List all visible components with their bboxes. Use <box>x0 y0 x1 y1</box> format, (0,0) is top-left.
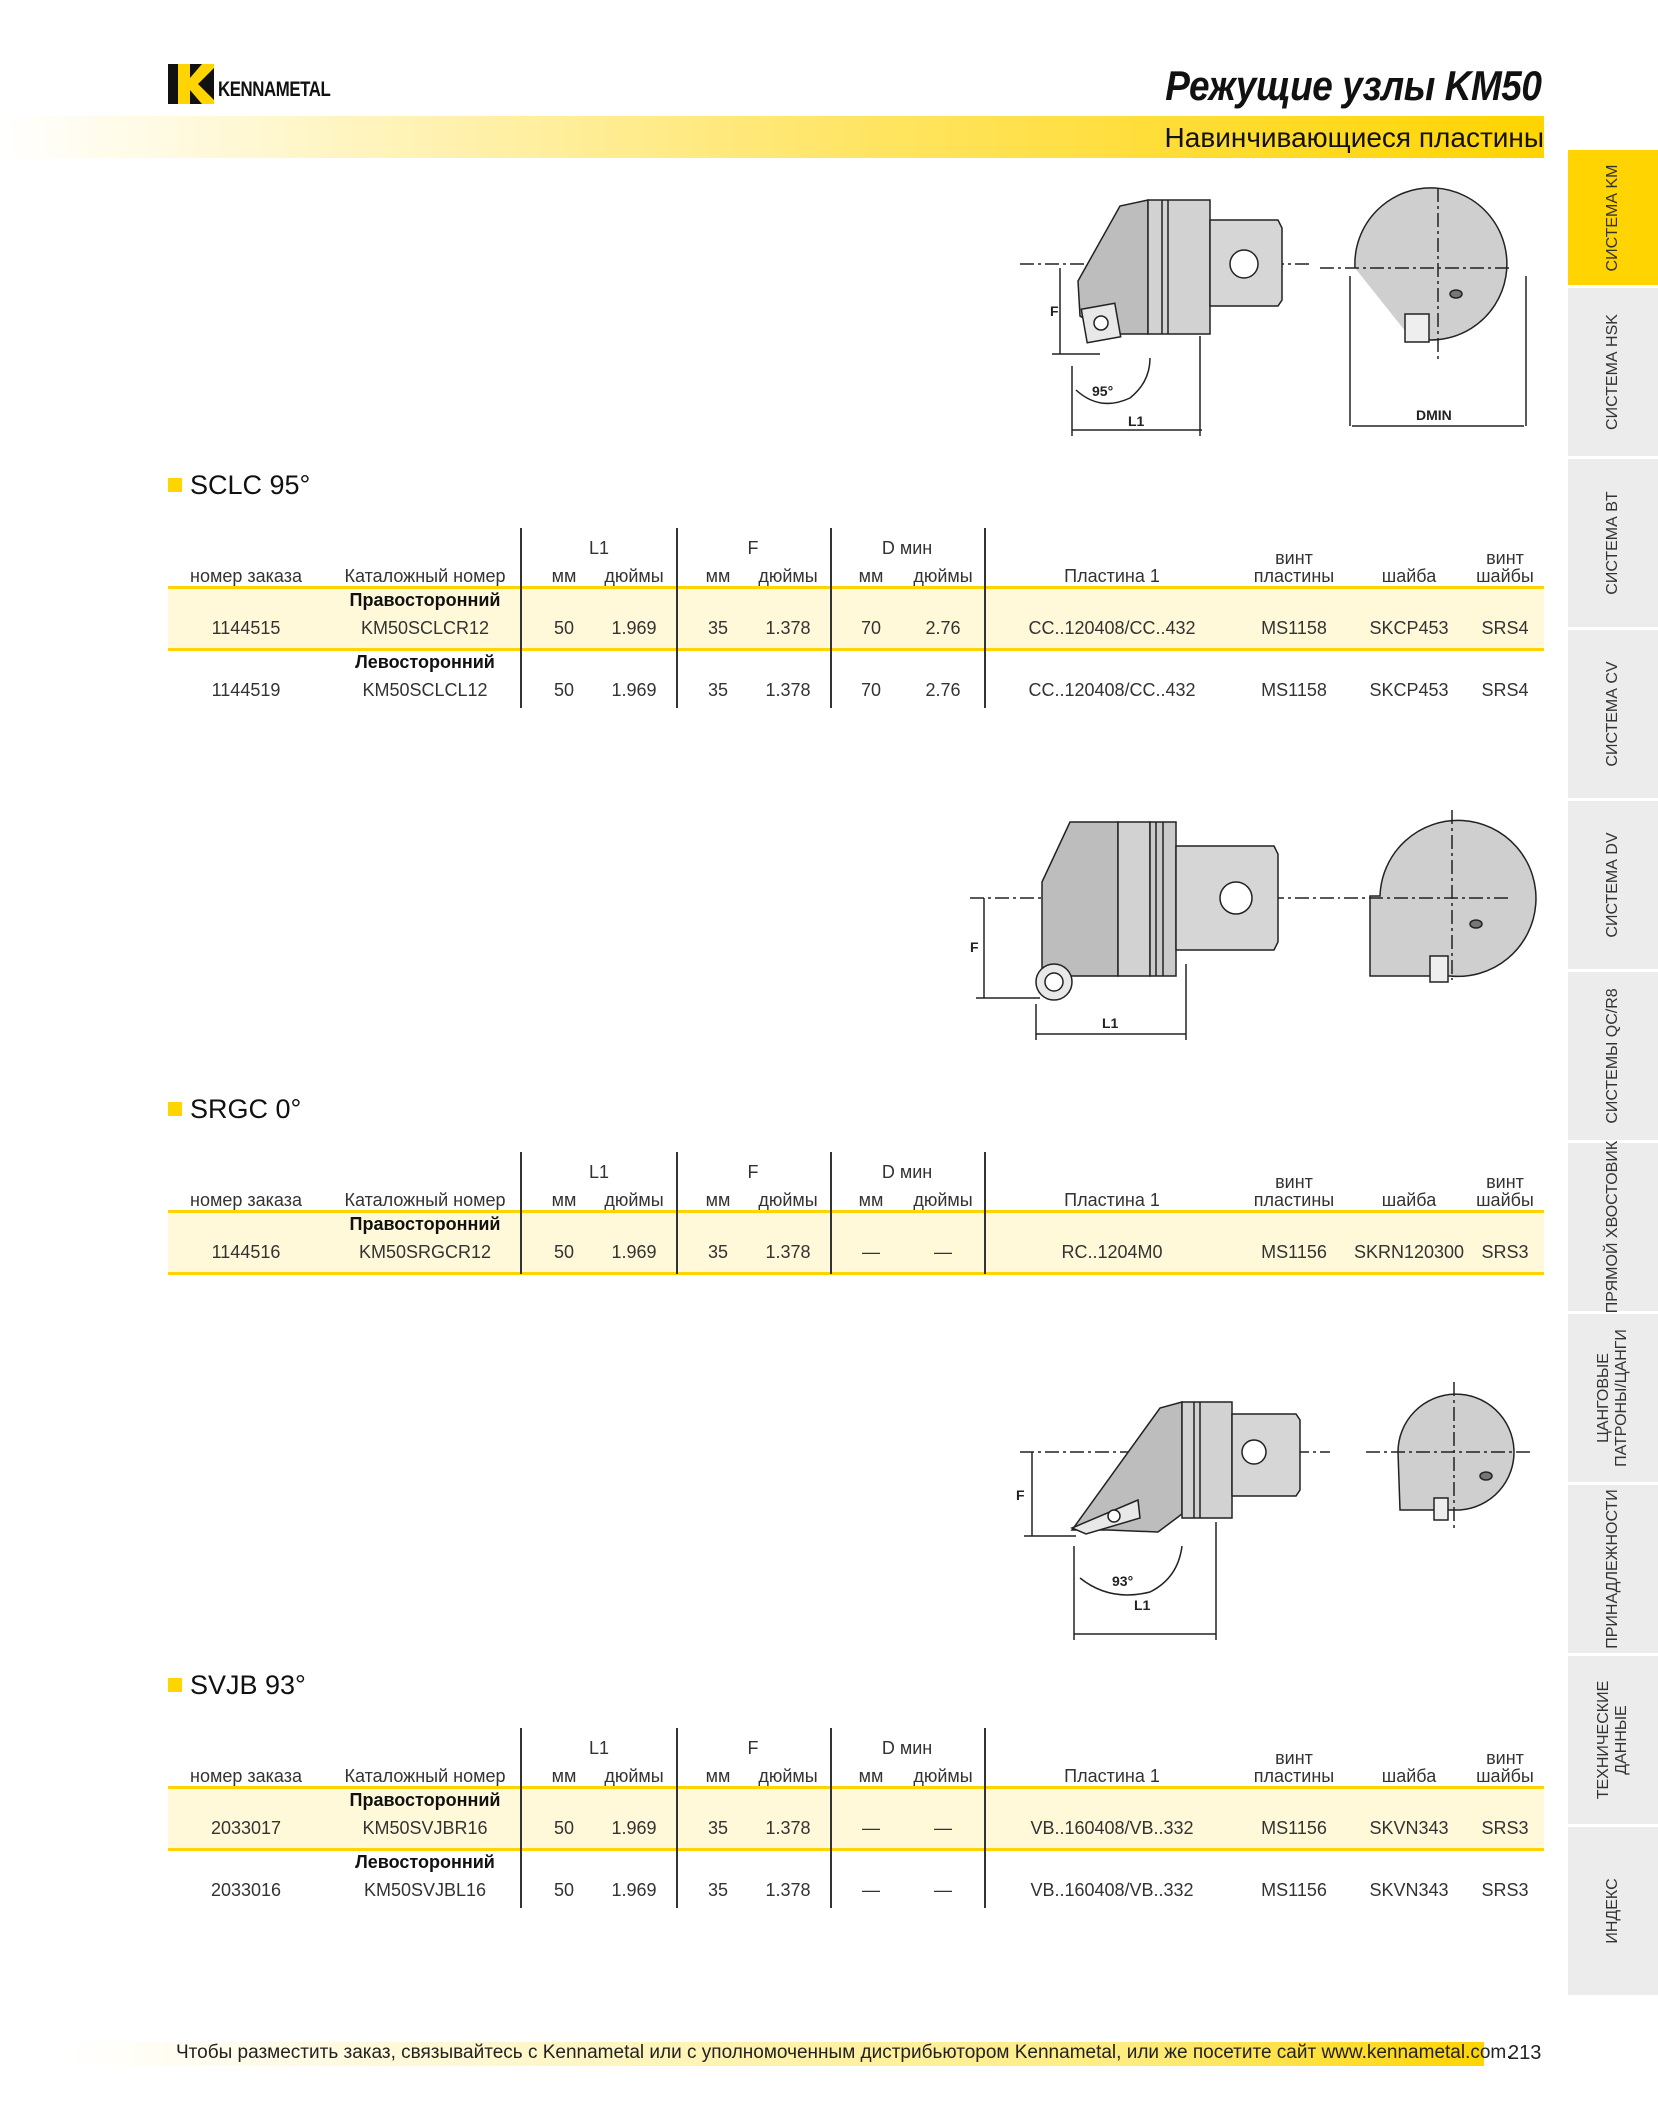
cell-d-mm: 70 <box>860 618 882 638</box>
cell-l1-mm: 50 <box>553 1818 575 1838</box>
header-shim: шайба <box>1381 566 1437 586</box>
tab-cv-system[interactable] <box>1568 630 1658 801</box>
cell-d-in: 2.76 <box>925 680 961 700</box>
svjb-drawing <box>1010 1380 1540 1640</box>
tab-label: СИСТЕМА DV <box>1604 832 1621 938</box>
yellow-square-icon <box>168 1678 182 1692</box>
row-side-label: Левосторонний <box>355 652 495 672</box>
header-inch: дюймы <box>758 1766 818 1786</box>
cell-order: 2033016 <box>210 1880 282 1900</box>
cell-shim: SKCP453 <box>1369 680 1449 700</box>
header-order-no: номер заказа <box>190 566 302 586</box>
header-mm: мм <box>858 1766 884 1786</box>
tab-collet-chucks[interactable] <box>1568 1314 1658 1485</box>
tab-label: СИСТЕМА KM <box>1604 164 1621 271</box>
tab-accessories[interactable] <box>1568 1485 1658 1656</box>
sclc-dmin-label: DMIN <box>1416 407 1452 423</box>
header-shim: шайба <box>1381 1190 1437 1210</box>
cell-d-mm: — <box>862 1242 880 1262</box>
cell-l1-in: 1.969 <box>611 1242 657 1262</box>
header-dmin: D мин <box>881 1162 933 1182</box>
header-l1: L1 <box>588 1738 610 1758</box>
tab-label: СИСТЕМА CV <box>1604 661 1621 767</box>
header-inch: дюймы <box>913 1190 973 1210</box>
cell-screw: MS1156 <box>1261 1242 1327 1262</box>
section-title-sclc <box>168 470 310 501</box>
cell-catalog: KM50SCLCL12 <box>362 680 488 700</box>
tab-km-system[interactable] <box>1568 150 1658 288</box>
tab-index[interactable] <box>1568 1827 1658 1998</box>
tab-label: ПРЯМОЙ ХВОСТОВИК <box>1604 1140 1621 1314</box>
footer-text: Чтобы разместить заказ, связывайтесь с Kennametal или с уполномоченным дистрибьютором Kennametal, или же посетите сайт www.kennametal.com. <box>176 2042 1512 2063</box>
header-catalog-no: Каталожный номер <box>344 566 506 586</box>
cell-shim-screw: SRS4 <box>1481 618 1529 638</box>
cell-insert: RC..1204M0 <box>1061 1242 1163 1262</box>
row-side-label: Левосторонний <box>355 1852 495 1872</box>
tab-label: ТЕХНИЧЕСКИЕ ДАННЫЕ <box>1595 1680 1630 1800</box>
cell-f-mm: 35 <box>707 1880 729 1900</box>
header-dmin: D мин <box>881 1738 933 1758</box>
header-f: F <box>747 538 759 558</box>
cell-d-mm: — <box>862 1880 880 1900</box>
cell-catalog: KM50SVJBR16 <box>362 1818 488 1838</box>
cell-d-mm: 70 <box>860 680 882 700</box>
table-divider <box>168 1272 1544 1275</box>
tab-label: ЦАНГОВЫЕ ПАТРОНЫ/ЦАНГИ <box>1595 1329 1630 1467</box>
cell-insert: VB..160408/VB..332 <box>1030 1818 1194 1838</box>
header-dmin: D мин <box>881 538 933 558</box>
cell-d-in: — <box>934 1242 952 1262</box>
cell-shim: SKCP453 <box>1369 618 1449 638</box>
sclc-angle-label: 95° <box>1092 383 1114 399</box>
header-mm: мм <box>705 566 731 586</box>
cell-d-in: — <box>934 1818 952 1838</box>
header-order-no: номер заказа <box>190 1766 302 1786</box>
header-f: F <box>747 1738 759 1758</box>
header-mm: мм <box>858 1190 884 1210</box>
cell-shim: SKRN120300 <box>1353 1242 1465 1262</box>
header-inch: дюймы <box>758 566 818 586</box>
header-inch: дюймы <box>604 1766 664 1786</box>
page-title: Режущие узлы KM50 <box>1165 62 1542 109</box>
header-inch: дюймы <box>913 566 973 586</box>
cell-catalog: KM50SCLCR12 <box>360 618 490 638</box>
header-shim-screw: шайбы <box>1476 566 1534 586</box>
header-screw: винт <box>1275 1172 1313 1192</box>
cell-f-mm: 35 <box>707 618 729 638</box>
header-insert: Пластина 1 <box>1064 1190 1160 1210</box>
header-mm: мм <box>705 1766 731 1786</box>
cell-shim-screw: SRS3 <box>1481 1880 1529 1900</box>
tab-label: СИСТЕМЫ QC/R8 <box>1604 988 1621 1124</box>
header-catalog-no: Каталожный номер <box>344 1190 506 1210</box>
header-screw: пластины <box>1253 1766 1335 1786</box>
header-l1: L1 <box>588 538 610 558</box>
row-side-label: Правосторонний <box>349 590 501 610</box>
header-shim: шайба <box>1381 1766 1437 1786</box>
cell-l1-in: 1.969 <box>611 1880 657 1900</box>
header-shim-screw: шайбы <box>1476 1190 1534 1210</box>
cell-shim-screw: SRS4 <box>1481 680 1529 700</box>
header-catalog-no: Каталожный номер <box>344 1766 506 1786</box>
sclc-f-label: F <box>1050 303 1059 319</box>
header-mm: мм <box>551 1190 577 1210</box>
section-title-text: SVJB 93° <box>190 1670 306 1700</box>
header-inch: дюймы <box>604 566 664 586</box>
svjb-table <box>168 1728 1544 1908</box>
cell-d-in: 2.76 <box>925 618 961 638</box>
cell-insert: CC..120408/CC..432 <box>1028 618 1196 638</box>
cell-shim-screw: SRS3 <box>1481 1818 1529 1838</box>
tab-label: СИСТЕМА BT <box>1604 491 1621 595</box>
srgc-drawing <box>960 808 1540 1048</box>
svjb-f-label: F <box>1016 1487 1025 1503</box>
header-f: F <box>747 1162 759 1182</box>
cell-screw: MS1158 <box>1261 618 1327 638</box>
row-side-label: Правосторонний <box>349 1790 501 1810</box>
header-insert: Пластина 1 <box>1064 566 1160 586</box>
tab-straight-shank[interactable] <box>1568 1140 1658 1314</box>
cell-shim: SKVN343 <box>1369 1880 1449 1900</box>
tab-dv-system[interactable] <box>1568 801 1658 972</box>
header-order-no: номер заказа <box>190 1190 302 1210</box>
cell-order: 1144516 <box>211 1242 281 1262</box>
sclc-drawing <box>1020 186 1540 446</box>
section-title-text: SCLC 95° <box>190 470 311 500</box>
cell-l1-mm: 50 <box>553 1242 575 1262</box>
kennametal-logo <box>168 64 368 104</box>
cell-f-in: 1.378 <box>765 618 811 638</box>
svjb-l1-label: L1 <box>1134 1597 1151 1613</box>
cell-insert: VB..160408/VB..332 <box>1030 1880 1194 1900</box>
cell-catalog: KM50SVJBL16 <box>363 1880 487 1900</box>
table-divider <box>168 1848 1544 1851</box>
section-title-text: SRGC 0° <box>190 1094 302 1124</box>
header-screw: винт <box>1275 1748 1313 1768</box>
svjb-angle-label: 93° <box>1112 1573 1134 1589</box>
tab-label: ИНДЕКС <box>1604 1878 1621 1944</box>
cell-l1-mm: 50 <box>553 680 575 700</box>
srgc-f-label: F <box>970 939 979 955</box>
cell-insert: CC..120408/CC..432 <box>1028 680 1196 700</box>
cell-l1-in: 1.969 <box>611 680 657 700</box>
srgc-l1-label: L1 <box>1102 1015 1119 1031</box>
header-mm: мм <box>551 566 577 586</box>
page-number: 213 <box>1508 2042 1542 2064</box>
header-insert: Пластина 1 <box>1064 1766 1160 1786</box>
header-inch: дюймы <box>604 1190 664 1210</box>
header-l1: L1 <box>588 1162 610 1182</box>
header-shim-screw: винт <box>1486 1748 1524 1768</box>
cell-shim-screw: SRS3 <box>1481 1242 1529 1262</box>
tab-technical-data[interactable] <box>1568 1656 1658 1827</box>
cell-f-mm: 35 <box>707 1242 729 1262</box>
section-tabs <box>1568 150 1658 2024</box>
cell-screw: MS1158 <box>1261 680 1327 700</box>
cell-order: 1144515 <box>211 618 281 638</box>
header-screw: пластины <box>1253 566 1335 586</box>
cell-f-in: 1.378 <box>765 1818 811 1838</box>
cell-f-in: 1.378 <box>765 1242 811 1262</box>
tab-bt-system[interactable] <box>1568 459 1658 630</box>
sclc-l1-label: L1 <box>1128 413 1145 429</box>
row-side-label: Правосторонний <box>349 1214 501 1234</box>
cell-f-mm: 35 <box>707 1818 729 1838</box>
header-mm: мм <box>858 566 884 586</box>
tab-label: СИСТЕМА HSK <box>1604 314 1621 430</box>
header-inch: дюймы <box>758 1190 818 1210</box>
header-mm: мм <box>705 1190 731 1210</box>
cell-l1-mm: 50 <box>553 1880 575 1900</box>
cell-screw: MS1156 <box>1261 1880 1327 1900</box>
cell-l1-in: 1.969 <box>611 1818 657 1838</box>
section-title-svjb <box>168 1670 306 1701</box>
brand-name: KENNAMETAL <box>218 78 331 101</box>
header-shim-screw: винт <box>1486 1172 1524 1192</box>
header-mm: мм <box>551 1766 577 1786</box>
cell-shim: SKVN343 <box>1369 1818 1449 1838</box>
cell-d-mm: — <box>862 1818 880 1838</box>
header-shim-screw: винт <box>1486 548 1524 568</box>
cell-f-mm: 35 <box>707 680 729 700</box>
kennametal-logo-icon <box>168 64 214 104</box>
cell-order: 1144519 <box>211 680 281 700</box>
sclc-table <box>168 528 1544 708</box>
cell-d-in: — <box>934 1880 952 1900</box>
cell-catalog: KM50SRGCR12 <box>358 1242 492 1262</box>
cell-l1-mm: 50 <box>553 618 575 638</box>
header-inch: дюймы <box>913 1766 973 1786</box>
cell-order: 2033017 <box>210 1818 282 1838</box>
cell-f-in: 1.378 <box>765 1880 811 1900</box>
cell-f-in: 1.378 <box>765 680 811 700</box>
header-screw: винт <box>1275 548 1313 568</box>
header-shim-screw: шайбы <box>1476 1766 1534 1786</box>
header-screw: пластины <box>1253 1190 1335 1210</box>
yellow-square-icon <box>168 1102 182 1116</box>
srgc-table <box>168 1152 1544 1274</box>
table-divider <box>168 648 1544 651</box>
page-subtitle: Навинчивающиеся пластины <box>1164 122 1544 153</box>
section-title-srgc <box>168 1094 301 1125</box>
tab-label: ПРИНАДЛЕЖНОСТИ <box>1604 1489 1621 1649</box>
cell-screw: MS1156 <box>1261 1818 1327 1838</box>
tab-qc-r8-systems[interactable] <box>1568 972 1658 1143</box>
yellow-square-icon <box>168 478 182 492</box>
cell-l1-in: 1.969 <box>611 618 657 638</box>
tab-hsk-system[interactable] <box>1568 288 1658 459</box>
